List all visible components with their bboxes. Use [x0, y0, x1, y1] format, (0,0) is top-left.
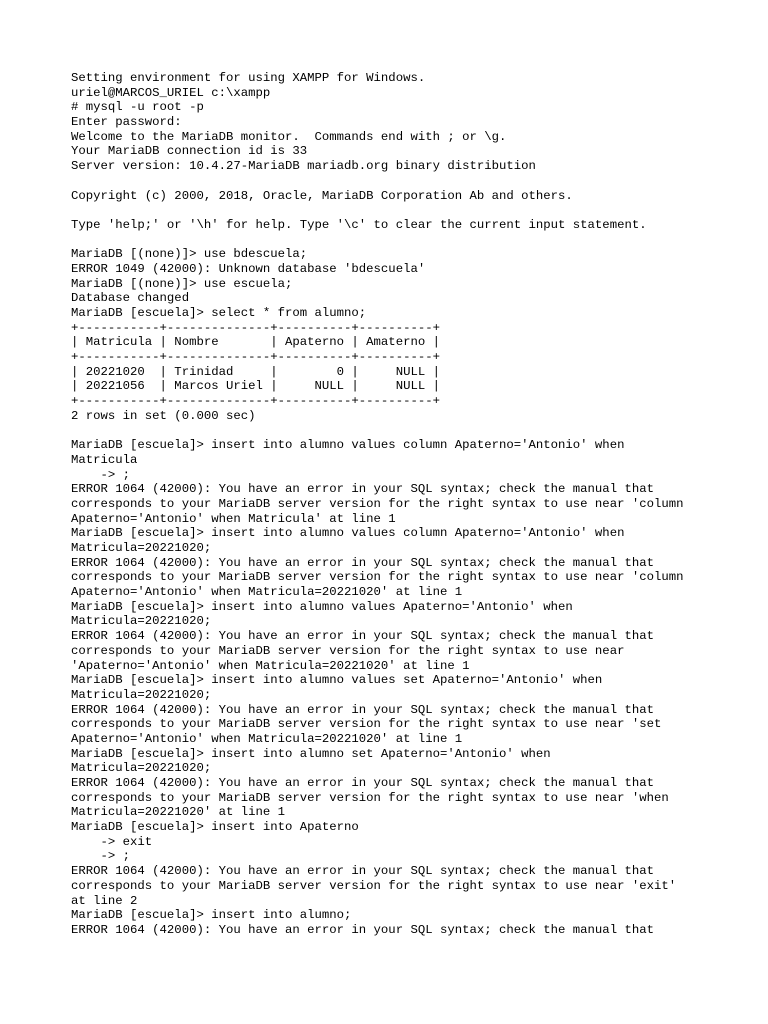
transcript-line: Setting environment for using XAMPP for Windows.	[71, 71, 426, 85]
transcript-line: Welcome to the MariaDB monitor. Commands end with ; or \g.	[71, 129, 507, 144]
transcript-line: ERROR 1064 (42000): You have an error in your SQL syntax; check the manual that	[71, 702, 654, 717]
transcript-line: | Matricula | Nombre | Apaterno | Amaterno |	[71, 335, 440, 350]
transcript-line: MariaDB [escuela]> insert into alumno values set Apaterno='Antonio' when	[71, 673, 603, 688]
transcript-line	[71, 174, 761, 189]
transcript-line: MariaDB [escuela]> insert into Apaterno	[71, 820, 359, 835]
transcript-line: ERROR 1064 (42000): You have an error in your SQL syntax; check the manual that	[71, 776, 654, 790]
transcript-line: Apaterno='Antonio' when Matricula' at line 1	[71, 511, 396, 526]
transcript-line: MariaDB [escuela]> insert into alumno values Apaterno='Antonio' when	[71, 599, 573, 614]
transcript-line: | 20221056 | Marcos Uriel | NULL | NULL |	[71, 379, 440, 394]
transcript-line: corresponds to your MariaDB server version for the right syntax to use near 'exit'	[71, 878, 677, 893]
transcript-line: Matricula=20221020' at line 1	[71, 805, 286, 820]
transcript-line: ERROR 1049 (42000): Unknown database 'bdescuela'	[71, 261, 426, 276]
transcript-line: ERROR 1064 (42000): You have an error in your SQL syntax; check the manual that	[71, 922, 654, 937]
transcript-line: Enter password:	[71, 115, 182, 130]
transcript-line: Your MariaDB connection id is 33	[71, 144, 308, 159]
transcript-line: ERROR 1064 (42000): You have an error in your SQL syntax; check the manual that	[71, 555, 654, 570]
transcript-line: corresponds to your MariaDB server version for the right syntax to use near 'set	[71, 717, 662, 732]
transcript-line: MariaDB [escuela]> insert into alumno;	[71, 908, 352, 923]
transcript-line: Matricula=20221020;	[71, 687, 212, 702]
transcript-line: -> exit	[71, 834, 153, 849]
transcript-line: # mysql -u root -p	[71, 100, 204, 115]
transcript-line: Copyright (c) 2000, 2018, Oracle, MariaDB Corporation Ab and others.	[71, 188, 573, 203]
transcript-line: MariaDB [(none)]> use bdescuela;	[71, 247, 308, 262]
transcript-line: 2 rows in set (0.000 sec)	[71, 408, 256, 423]
transcript-line: Type 'help;' or '\h' for help. Type '\c' to clear the current input statement.	[71, 217, 647, 232]
transcript-line: Apaterno='Antonio' when Matricula=20221020' at line 1	[71, 731, 463, 746]
transcript-line: corresponds to your MariaDB server version for the right syntax to use near	[71, 643, 625, 658]
transcript-line: Matricula	[71, 452, 138, 467]
transcript-line: Database changed	[71, 291, 190, 306]
transcript-line: corresponds to your MariaDB server version for the right syntax to use near 'column	[71, 570, 684, 585]
transcript-line: MariaDB [escuela]> insert into alumno values column Apaterno='Antonio' when	[71, 438, 625, 453]
transcript-line: | 20221020 | Trinidad | 0 | NULL |	[71, 364, 440, 379]
transcript-line: corresponds to your MariaDB server version for the right syntax to use near 'column	[71, 496, 684, 511]
transcript-line: +-----------+--------------+----------+----------+	[71, 394, 440, 409]
transcript-line: MariaDB [(none)]> use escuela;	[71, 276, 293, 291]
terminal-transcript	[71, 71, 761, 938]
transcript-line: -> ;	[71, 467, 131, 482]
transcript-line: ERROR 1064 (42000): You have an error in your SQL syntax; check the manual that	[71, 864, 654, 879]
transcript-line: Apaterno='Antonio' when Matricula=20221020' at line 1	[71, 585, 463, 600]
transcript-line: +-----------+--------------+----------+----------+	[71, 350, 440, 365]
transcript-line	[71, 203, 761, 218]
transcript-line: MariaDB [escuela]> select * from alumno;	[71, 306, 367, 320]
transcript-line: Server version: 10.4.27-MariaDB mariadb.org binary distribution	[71, 159, 536, 174]
transcript-line	[71, 233, 761, 248]
transcript-line: -> ;	[71, 849, 131, 864]
transcript-line: corresponds to your MariaDB server version for the right syntax to use near 'when	[71, 790, 669, 805]
transcript-line: MariaDB [escuela]> insert into alumno set Apaterno='Antonio' when	[71, 746, 551, 761]
transcript-line: MariaDB [escuela]> insert into alumno values column Apaterno='Antonio' when	[71, 526, 625, 541]
transcript-line: Matricula=20221020;	[71, 614, 212, 629]
transcript-line: uriel@MARCOS_URIEL c:\xampp	[71, 85, 271, 100]
transcript-line: Matricula=20221020;	[71, 761, 212, 776]
transcript-line: +-----------+--------------+----------+----------+	[71, 320, 440, 335]
transcript-line: Matricula=20221020;	[71, 541, 212, 555]
transcript-line: ERROR 1064 (42000): You have an error in your SQL syntax; check the manual that	[71, 482, 654, 497]
transcript-line	[71, 424, 761, 439]
transcript-line: 'Apaterno='Antonio' when Matricula=20221020' at line 1	[71, 658, 470, 673]
transcript-line: ERROR 1064 (42000): You have an error in your SQL syntax; check the manual that	[71, 629, 654, 644]
transcript-line: at line 2	[71, 893, 138, 908]
